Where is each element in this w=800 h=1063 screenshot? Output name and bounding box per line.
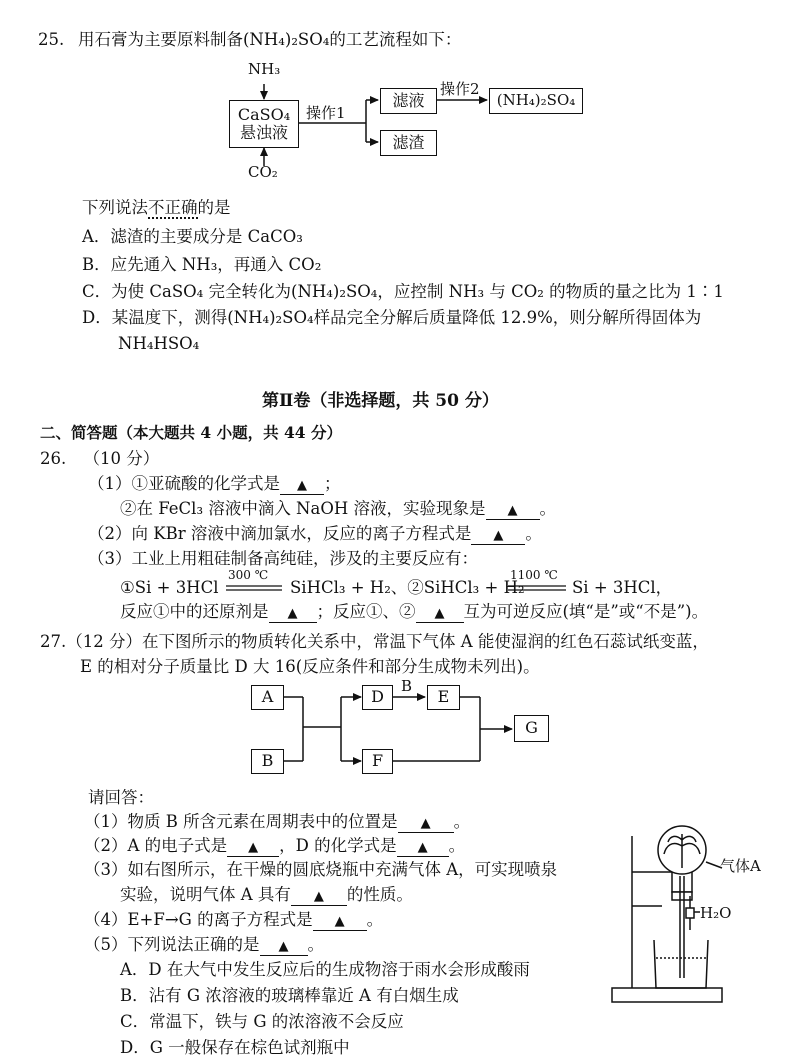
answer-blank-marker: ▲ [313, 889, 324, 904]
q27-4-text: （4）E+F→G 的离子方程式是 [84, 910, 313, 929]
q27-number: 27. [40, 632, 67, 651]
water-label: H₂O [700, 904, 732, 922]
node-d: D [362, 685, 393, 710]
answer-blank-marker: ▲ [297, 478, 307, 493]
answer-blank-marker: ▲ [507, 503, 518, 518]
flow-op1: 操作1 [306, 104, 346, 122]
q26-3-mid: ；反应①、② [316, 602, 416, 621]
answer-blank-marker: ▲ [248, 840, 259, 855]
answer-blank-marker: ▲ [417, 840, 428, 855]
q26-eq2-right: Si + 3HCl， [572, 578, 673, 597]
q27-3-text: 实验，说明气体 A 具有 [120, 885, 291, 904]
node-a: A [251, 685, 284, 710]
q26-number: 26. [40, 449, 67, 468]
q27-1-text: （1）物质 B 所含元素在周期表中的位置是 [84, 812, 398, 831]
q25-stem: 用石膏为主要原料制备(NH₄)₂SO₄的工艺流程如下： [78, 30, 462, 49]
q26-eq1-left: ①Si + 3HCl [120, 578, 219, 597]
flow-op2: 操作2 [440, 80, 480, 98]
q27-2-end: 。 [448, 836, 466, 855]
q26-eq1-condition: 300 ℃ [228, 568, 269, 582]
q27-4-end: 。 [366, 910, 384, 929]
q25-option-d: D．某温度下，测得(NH₄)₂SO₄样品完全分解后质量降低 12.9%，则分解所得固体为 [82, 308, 702, 327]
node-b: B [251, 749, 284, 774]
q27-stem-line2: E 的相对分子质量比 D 大 16(反应条件和部分生成物未列出)。 [80, 657, 540, 676]
answer-blank-marker: ▲ [493, 528, 504, 543]
q27-option-c: C．常温下，铁与 G 的浓溶液不会反应 [120, 1012, 404, 1031]
flow-suspension-label: 悬浊液 [239, 123, 288, 142]
q26-eq1-right: SiHCl₃ + H₂、②SiHCl₃ + H₂ [290, 578, 525, 597]
answer-blank-marker: ▲ [287, 606, 298, 621]
q26-1-2-end: 。 [539, 499, 556, 518]
q26-2-text: （2）向 KBr 溶液中滴加氯水，反应的离子方程式是 [88, 524, 472, 543]
flow-filtrate-box: 滤液 [380, 88, 437, 114]
answer-blank-marker: ▲ [434, 606, 445, 621]
q27-option-a: A．D 在大气中发生反应后的生成物溶于雨水会形成酸雨 [120, 960, 530, 979]
q25-option-d-continued: NH₄HSO₄ [118, 334, 200, 353]
flow-residue-box: 滤渣 [380, 130, 437, 156]
q26-1-end: ； [324, 474, 341, 493]
node-f: F [362, 749, 393, 774]
part2-title: 第Ⅱ卷（非选择题，共 50 分） [262, 391, 499, 411]
q25-option-c: C．为使 CaSO₄ 完全转化为(NH₄)₂SO₄，应控制 NH₃ 与 CO₂ 的物质的量之比为 1∶1 [82, 282, 724, 301]
q26-3-end: 互为可逆反应(填“是”或“不是”)。 [463, 602, 709, 621]
q25-question-emphasis: 不正确 [148, 198, 198, 217]
q27-5-text: （5）下列说法正确的是 [84, 935, 260, 954]
q27-stem-text: （12 分）在下图所示的物质转化关系中，常温下气体 A 能使湿润的红色石蕊试纸变蓝， [66, 632, 709, 651]
q25-question-prefix: 下列说法 [82, 198, 148, 217]
q26-eq2-condition: 1100 ℃ [510, 568, 558, 582]
q25-option-a: A．滤渣的主要成分是 CaCO₃ [82, 227, 303, 246]
q27-1-end: 。 [453, 812, 471, 831]
q26-score: （10 分） [83, 449, 160, 468]
answer-blank-marker: ▲ [278, 939, 289, 954]
q25-question-suffix: 的是 [197, 198, 231, 217]
section-heading: 二、简答题（本大题共 4 小题，共 44 分） [40, 423, 342, 442]
q26-1-2-text: ②在 FeCl₃ 溶液中滴入 NaOH 溶液，实验现象是 [120, 499, 486, 518]
flow-co2: CO₂ [248, 163, 278, 181]
node-e: E [427, 685, 460, 710]
answer-blank-marker: ▲ [420, 816, 431, 831]
flow-caso4-label: CaSO₄ [237, 104, 291, 124]
q27-option-d: D．G 一般保存在棕色试剂瓶中 [120, 1038, 350, 1057]
q27-2-text: （2）A 的电子式是 [84, 836, 228, 855]
answer-blank-marker: ▲ [334, 914, 345, 929]
q27-sub3-line1: （3）如右图所示，在干燥的圆底烧瓶中充满气体 A，可实现喷泉 [84, 860, 558, 879]
q26-2-end: 。 [525, 524, 542, 543]
flow-product-box: (NH₄)₂SO₄ [489, 88, 583, 114]
arrow-label-b: B [401, 677, 413, 695]
q27-5-end: 。 [307, 935, 324, 954]
q26-1-text: （1）①亚硫酸的化学式是 [88, 474, 280, 493]
gas-a-label: 气体A [720, 857, 761, 875]
q26-3-text: 反应①中的还原剂是 [120, 602, 269, 621]
q27-3-end: 的性质。 [346, 885, 413, 904]
q27-option-b: B．沾有 G 浓溶液的玻璃棒靠近 A 有白烟生成 [120, 986, 459, 1005]
q26-part3-line: （3）工业上用粗硅制备高纯硅，涉及的主要反应有： [88, 549, 478, 568]
node-g: G [514, 715, 549, 742]
q27-prompt: 请回答： [88, 788, 154, 807]
q25-number: 25. [38, 30, 65, 49]
flow-nh3: NH₃ [248, 60, 281, 78]
q25-option-b: B．应先通入 NH₃，再通入 CO₂ [82, 255, 322, 274]
q27-2-mid: ，D 的化学式是 [279, 836, 397, 855]
